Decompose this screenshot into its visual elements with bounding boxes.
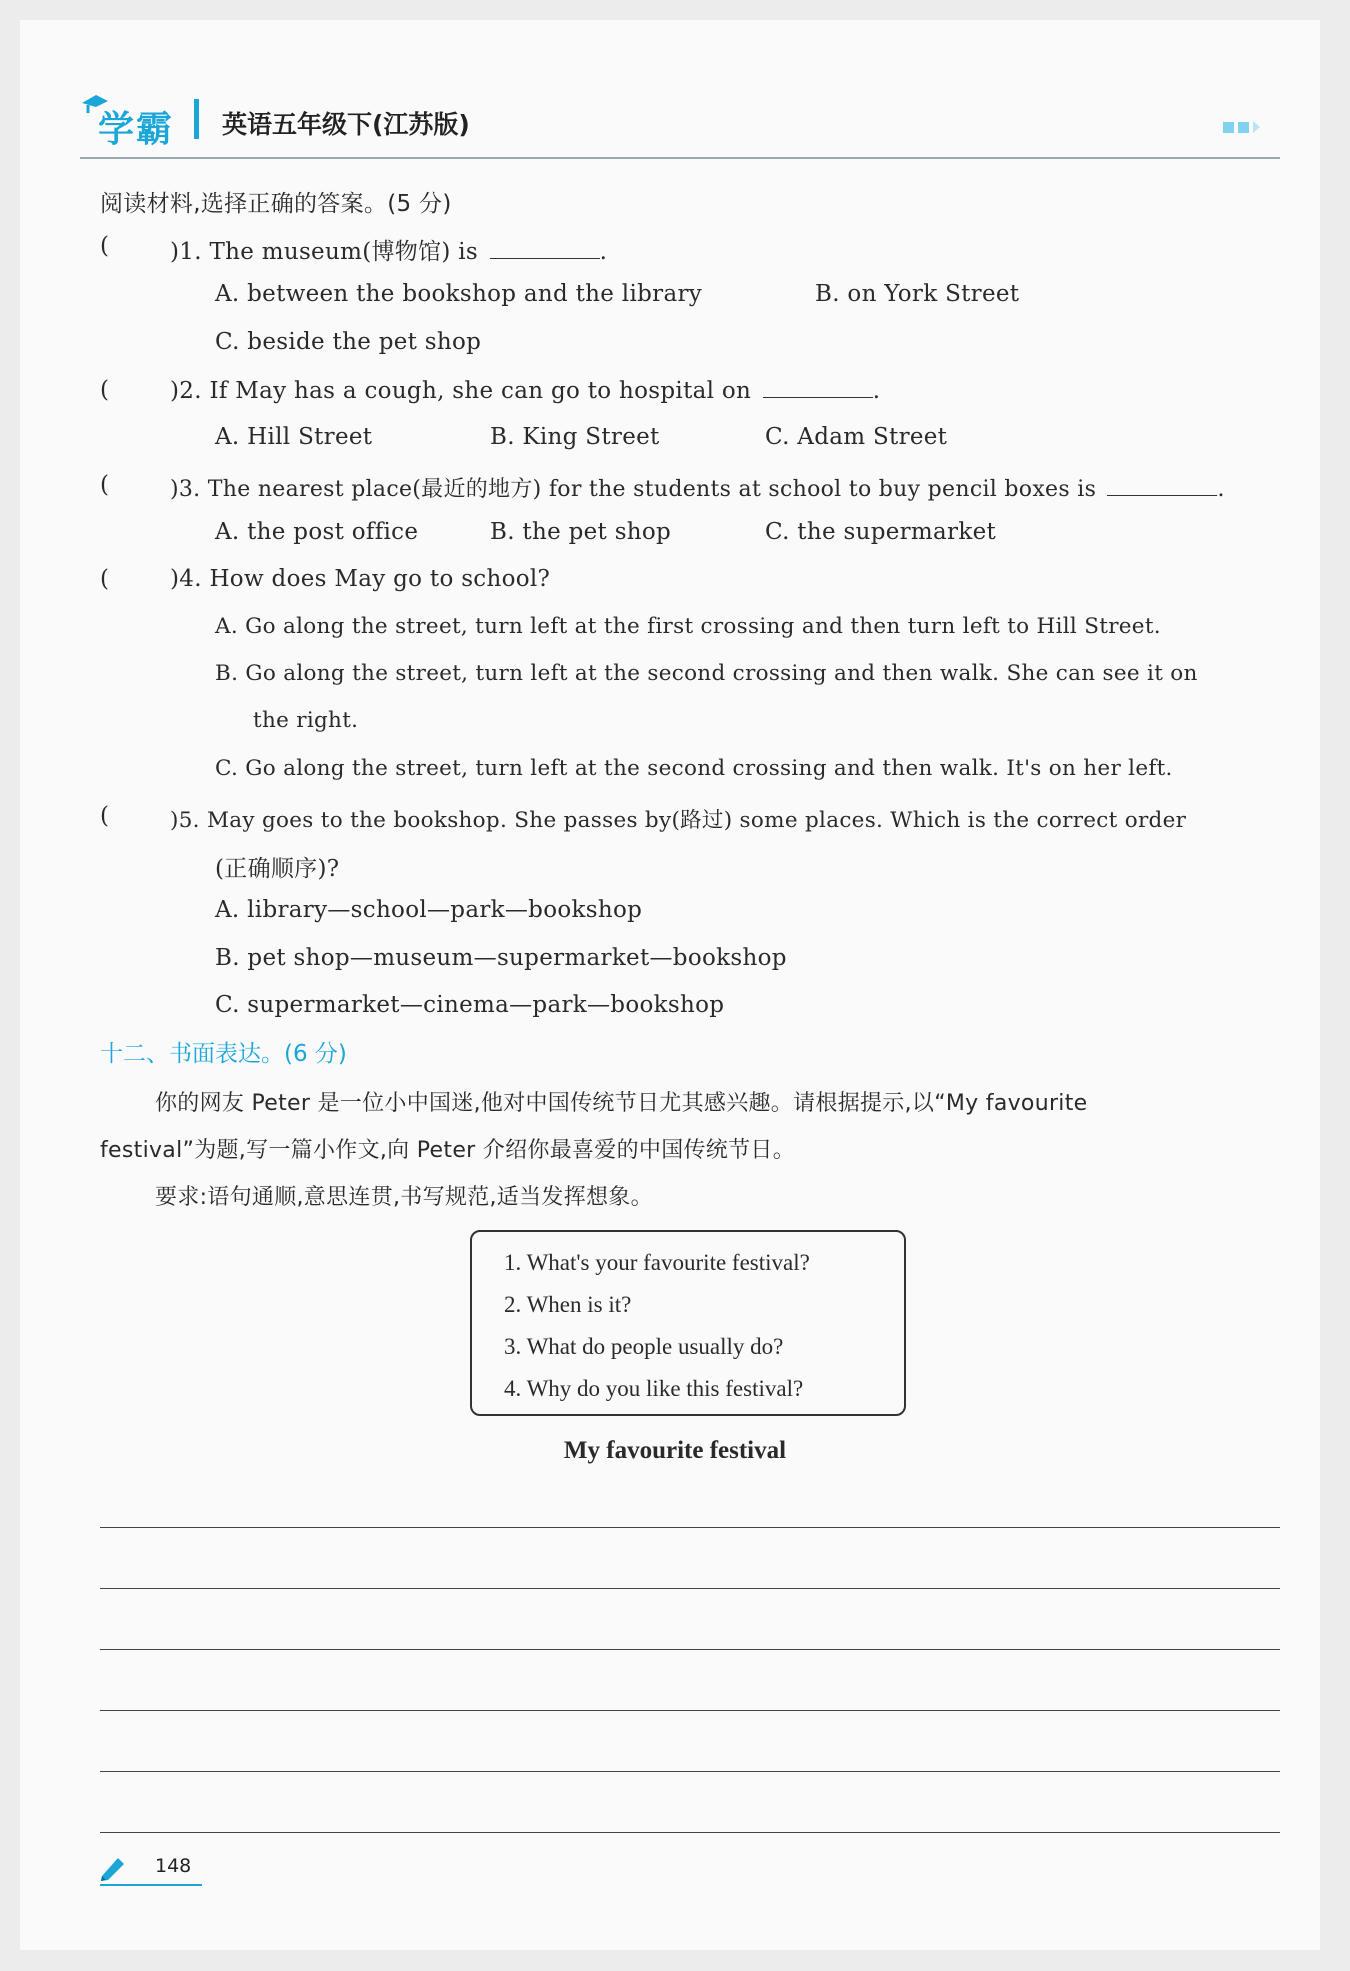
option-5a: A. library—school—park—bookshop: [215, 897, 643, 923]
tip-item: 3. What do people usually do?: [504, 1334, 784, 1359]
writing-line[interactable]: [100, 1710, 1280, 1711]
book-title: 英语五年级下(江苏版): [222, 110, 470, 139]
option-2b: B. King Street: [490, 424, 660, 450]
pencil-icon: [98, 1852, 128, 1882]
writing-prompt-line2: festival”为题,写一篇小作文,向 Peter 介绍你最喜爱的中国传统节日。: [100, 1138, 795, 1163]
question-1: )1. The museum(博物馆) is .: [170, 239, 608, 265]
answer-paren-open: (: [100, 566, 109, 592]
option-2c: C. Adam Street: [765, 424, 948, 450]
option-2a: A. Hill Street: [215, 424, 373, 450]
answer-blank[interactable]: [490, 238, 600, 259]
footer-divider: [100, 1884, 202, 1886]
answer-paren-open: (: [100, 233, 109, 259]
question-5-cont: (正确顺序)?: [215, 856, 340, 882]
logo-divider: [194, 99, 199, 139]
option-3b: B. the pet shop: [490, 519, 672, 545]
xueba-logo: [80, 91, 200, 151]
writing-line[interactable]: [100, 1832, 1280, 1833]
answer-blank[interactable]: [763, 377, 873, 398]
writing-line[interactable]: [100, 1588, 1280, 1589]
option-5c: C. supermarket—cinema—park—bookshop: [215, 992, 725, 1018]
question-5: )5. May goes to the bookshop. She passes by(路过) some places. Which is the correct order: [170, 808, 1187, 833]
answer-paren-open: (: [100, 803, 109, 829]
question-2: )2. If May has a cough, she can go to hospital on .: [170, 378, 881, 404]
writing-prompt-line1: 你的网友 Peter 是一位小中国迷,他对中国传统节日尤其感兴趣。请根据提示,以“My favourite: [155, 1091, 1088, 1116]
section-title-writing: 十二、书面表达。(6 分): [100, 1041, 347, 1067]
page-header: [80, 85, 1280, 159]
tip-item: 2. When is it?: [504, 1292, 632, 1317]
header-decoration: [1223, 121, 1260, 133]
option-5b: B. pet shop—museum—supermarket—bookshop: [215, 945, 787, 971]
question-3: )3. The nearest place(最近的地方) for the students at school to buy pencil boxes is .: [170, 477, 1225, 502]
option-1c: C. beside the pet shop: [215, 329, 482, 355]
option-3c: C. the supermarket: [765, 519, 997, 545]
workbook-page: [20, 20, 1320, 1950]
page-number: 148: [155, 1855, 192, 1877]
answer-paren-open: (: [100, 472, 109, 498]
option-1a: A. between the bookshop and the library: [215, 281, 703, 307]
tip-item: 4. Why do you like this festival?: [504, 1376, 804, 1401]
answer-blank[interactable]: [1107, 475, 1217, 496]
option-4b: B. Go along the street, turn left at the second crossing and then walk. She can see it on: [215, 661, 1198, 686]
tips-box: [470, 1230, 906, 1416]
option-1b: B. on York Street: [815, 281, 1020, 307]
option-3a: A. the post office: [215, 519, 419, 545]
writing-line[interactable]: [100, 1527, 1280, 1528]
writing-line[interactable]: [100, 1771, 1280, 1772]
essay-title: My favourite festival: [563, 1437, 787, 1464]
option-4c: C. Go along the street, turn left at the second crossing and then walk. It's on her left.: [215, 756, 1173, 781]
reading-instruction: 阅读材料,选择正确的答案。(5 分): [100, 191, 452, 217]
writing-requirement: 要求:语句通顺,意思连贯,书写规范,适当发挥想象。: [155, 1185, 653, 1210]
answer-paren-open: (: [100, 377, 109, 403]
writing-line[interactable]: [100, 1649, 1280, 1650]
option-4b-cont: the right.: [253, 708, 359, 733]
question-4: )4. How does May go to school?: [170, 566, 551, 592]
option-4a: A. Go along the street, turn left at the first crossing and then turn left to Hill Street.: [215, 614, 1161, 639]
tip-item: 1. What's your favourite festival?: [504, 1250, 810, 1275]
logo-text: 学霸: [98, 109, 175, 150]
